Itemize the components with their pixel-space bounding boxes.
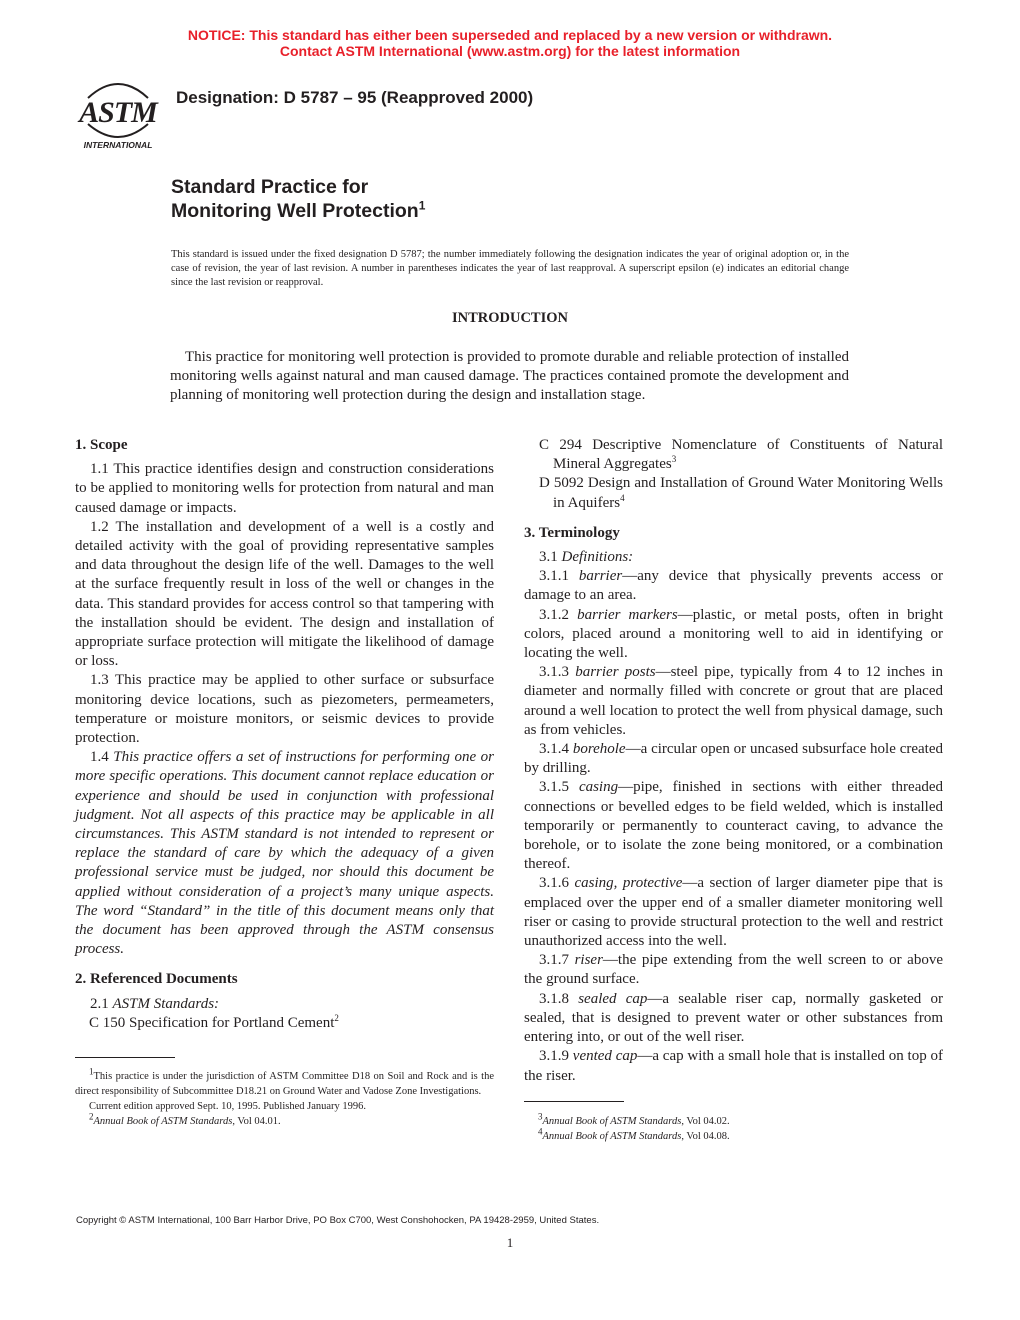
term-barrier-posts: 3.1.3 barrier posts—steel pipe, typically from 4 to 12 inches in diameter and normally filled with concrete or grout that are placed around a well location to protect the well from physical damage, such as from vehicles. <box>524 664 943 738</box>
term-barrier: 3.1.1 barrier—any device that physically prevents access or damage to an area. <box>524 568 944 604</box>
notice-line-2: Contact ASTM International (www.astm.org) for the latest information <box>279 43 741 59</box>
footnote-3: $^3$Annual Book of ASTM Standards, Vol 04.02. <box>538 1111 730 1127</box>
scope-heading: 1. Scope <box>75 437 128 453</box>
notice-line-1: NOTICE: This standard has either been superseded and replaced by a new version or withdrawn. <box>187 27 833 43</box>
footnote-rule-right <box>524 1101 624 1102</box>
left-column <box>75 436 494 1033</box>
superseded-notice <box>0 27 1020 59</box>
scope-1-1: 1.1 This practice identifies design and construction considerations to be applied to monitoring wells for protection from natural and man caused damage or impacts. <box>75 461 494 516</box>
footnote-4: $^4$Annual Book of ASTM Standards, Vol 04.08. <box>538 1126 730 1142</box>
term-casing-protective: 3.1.6 casing, protective—a section of larger diameter pipe that is emplaced over the upper end of a smaller diameter monitoring well riser or casing to provide structural protection to the well and restrict unauthorized access into the well. <box>524 875 944 950</box>
page-number: 1 <box>506 1235 514 1250</box>
referenced-documents-heading: 2. Referenced Documents <box>75 971 238 988</box>
term-casing: 3.1.5 casing—pipe, finished in sections with either threaded connections or bevelled edges to be field welded, which is installed temporarily or permanently to counteract caving, to advance the borehole, or to isolate the zone being monitored, or a combination thereof. <box>524 779 944 873</box>
term-borehole: 3.1.4 borehole—a circular open or uncased subsurface hole created by drilling. <box>524 741 943 777</box>
right-column <box>524 436 943 1086</box>
definitions-label: 3.1 Definitions: <box>539 549 634 566</box>
copyright-line: Copyright © ASTM International, 100 Barr Harbor Drive, PO Box C700, West Conshohocken, PA 19428-2959, United States. <box>76 1215 600 1226</box>
standard-issue-note: This standard is issued under the fixed designation D 5787; the number immediately following the designation indicates the year of original adoption or, in the case of revision, the year of last revision. A number in parentheses indicates the year of last reapproval. A superscript epsilon (e) indicates an editorial change since the last revision or reapproval. <box>171 249 849 288</box>
footnote-2: $^2$Annual Book of ASTM Standards, Vol 04.01. <box>89 1111 281 1127</box>
document-title <box>171 175 425 223</box>
logo-word: INTERNATIONAL <box>83 140 153 150</box>
scope-1-3: 1.3 This practice may be applied to other surface or subsurface monitoring device locations, such as piezometers, permeameters, temperature or moisture monitors, or seismic devices to provide protection. <box>75 672 494 747</box>
term-riser: 3.1.7 riser—the pipe extending from the well screen to or above the ground surface. <box>524 952 943 988</box>
reference-d5092: D 5092 Design and Installation of Ground Water Monitoring Wells in Aquifers$^4$ <box>539 475 943 511</box>
scope-1-4: 1.4 This practice offers a set of instructions for performing one or more specific operations. This document cannot replace education or experience and should be used in conjunction with professional judgment. Not all aspects of this practice may be applicable in all circumstances. This ASTM standard is not intended to represent or replace the standard of care by which the adequacy of a given professional service must be judged, nor should this document be applied without consideration of a project’s many unique aspects. The word “Standard” in the title of this document means only that the document has been approved through the ASTM consensus process. <box>75 749 494 958</box>
footnote-1-continued: Current edition approved Sept. 10, 1995. Published January 1996. <box>89 1101 367 1112</box>
title-line-1: Standard Practice for <box>171 176 369 198</box>
footnote-1: $^1$This practice is under the jurisdiction of ASTM Committee D18 on Soil and Rock and is the direct responsibility of Subcommittee D18.21 on Ground Water and Vadose Zone Investigations. <box>75 1066 494 1097</box>
reference-c150: C 150 Specification for Portland Cement$^2$ <box>89 1012 339 1031</box>
footnotes-left <box>75 1066 494 1129</box>
terminology-heading: 3. Terminology <box>524 524 620 541</box>
term-sealed-cap: 3.1.8 sealed cap—a sealable riser cap, normally gasketed or sealed, that is designed to prevent water or other substances from entering into, or out of the well riser. <box>524 990 944 1046</box>
astm-logo <box>76 70 160 152</box>
designation: Designation: D 5787 – 95 (Reapproved 2000) <box>176 88 534 107</box>
logo-letters: ASTM <box>79 96 157 129</box>
title-line-2: Monitoring Well Protection$^1$ <box>171 198 426 222</box>
term-barrier-markers: 3.1.2 barrier markers—plastic, or metal posts, often in bright colors, placed around a monitoring well to aid in identifying or locating the well. <box>524 606 943 662</box>
reference-c294: C 294 Descriptive Nomenclature of Constituents of Natural Mineral Aggregates$^3$ <box>539 437 943 473</box>
footnote-rule-left <box>75 1057 175 1058</box>
title-footnote-ref: 1 <box>418 198 426 213</box>
astm-standards-label: 2.1 ASTM Standards: <box>90 995 220 1012</box>
introduction-heading: INTRODUCTION <box>451 310 568 326</box>
term-vented-cap: 3.1.9 vented cap—a cap with a small hole that is installed on top of the riser. <box>524 1048 943 1084</box>
introduction-body: This practice for monitoring well protection is provided to promote durable and reliable protection of installed monitoring wells against natural and man caused damage. The practices contained promote the development and planning of monitoring well protection during the design and installation stage. <box>170 349 849 403</box>
footnotes-right <box>524 1111 943 1144</box>
scope-1-2: 1.2 The installation and development of a well is a costly and detailed activity with the goal of providing representative samples and data throughout the design life of the well. Damages to the well at the surface frequently result in loss of the well or changes in the data. This standard provides for access control so that tampering with the installation should be evident. The design and installation of appropriate surface protection will mitigate the likelihood of damage or loss. <box>75 518 494 670</box>
